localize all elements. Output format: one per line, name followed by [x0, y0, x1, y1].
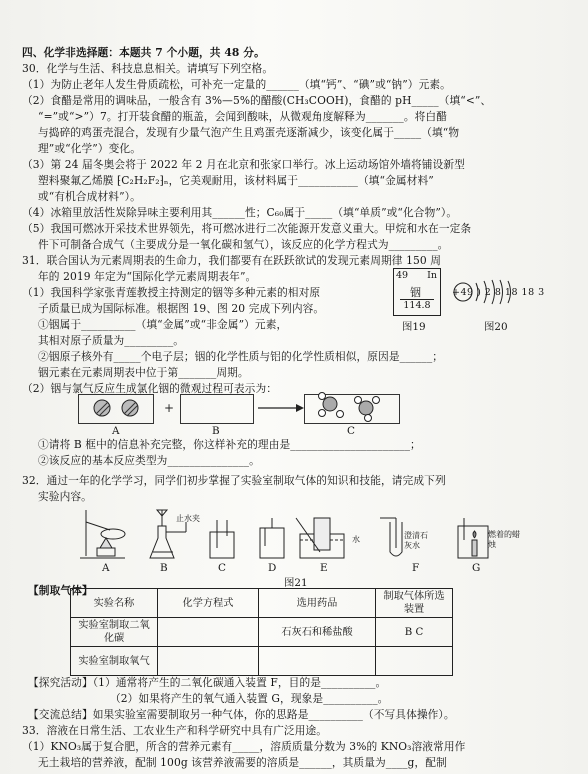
q30-intro: 30．化学与生活、科技息息相关。请填写下列空格。	[22, 62, 274, 75]
q30-part1: （1）为防止老年人发生骨质疏松，可补充一定量的______（填“钙”、“碘”或“钠”）元素。	[22, 78, 451, 91]
q30-part5-line1: （5）我国可燃冰开采技术世界领先，将可燃冰进行二次能源开发意义重大。甲烷和水在一定条	[22, 222, 472, 235]
table-cell: 实验室制取氧气	[71, 647, 158, 676]
atom-structure-diagram	[454, 280, 511, 304]
apparatus-g	[458, 518, 488, 558]
apparatus-label-g: G	[472, 562, 481, 574]
q31-part1-line2: 子质量已成为国际标准。根据图 19、图 20 完成下列内容。	[38, 302, 325, 315]
label-a: A	[112, 425, 120, 437]
apparatus-label-f: F	[412, 562, 420, 574]
q30-part5-line2: 件下可制备合成气（主要成分是一氧化碳和氢气），该反应的化学方程式为_________。	[38, 238, 449, 251]
q30-part3-line1: （3）第 24 届冬奥会将于 2022 年 2 月在北京和张家口举行。冰上运动场馆外墙将铺设新型	[22, 158, 465, 171]
q33-intro: 33．溶液在日常生活、工农业生产和科学研究中具有广泛用途。	[22, 724, 328, 737]
table-header: 实验名称	[71, 589, 158, 618]
atomic-mass: 114.8	[400, 299, 434, 311]
q30-part2-line2: “=”或“>”）7。打开装食醋的瓶盖，会闻到酸味，从微观角度解释为_______。将白醋	[38, 110, 447, 123]
table-cell: B C	[376, 618, 453, 647]
q30-part2-line1: （2）食醋是常用的调味品，一般含有 3%—5%的醋酸(CH₃COOH)，食醋的 pH_____（填“<”、	[22, 94, 492, 107]
q30-part3-line3: 或“有机合成材料”）。	[38, 190, 141, 203]
element-symbol: In	[427, 270, 437, 281]
fig21-caption: 图21	[284, 577, 308, 589]
fig19-caption: 图19	[402, 321, 426, 333]
explore-line1: 【探究活动】（1）通常将产生的二氧化碳通入装置 F，目的是__________。	[28, 676, 387, 689]
q31-part2: （2）铟与氯气反应生成氯化铟的微观过程可表示为：	[22, 382, 278, 395]
apparatus-b	[150, 510, 186, 558]
apparatus-d	[260, 518, 284, 558]
apparatus-c	[210, 520, 234, 558]
box-a-particles	[94, 400, 138, 416]
table-header: 化学方程式	[158, 589, 259, 618]
make-gas-heading: 【制取气体】	[28, 584, 93, 597]
q31-part1-line5: ②铟原子核外有_____个电子层；铟的化学性质与铝的化学性质相似，原因是______；	[38, 350, 444, 363]
q31-part2-line2: ②该反应的基本反应类型为_______________。	[38, 454, 260, 467]
clip-tag: 止水夹	[176, 514, 200, 523]
table-cell: 石灰石和稀盐酸	[259, 618, 376, 647]
apparatus-label-e: E	[320, 562, 328, 574]
electron-shells: +49 ) 2 8 18 18 3	[452, 287, 545, 298]
apparatus-f	[380, 518, 402, 556]
summary-line: 【交流总结】如果实验室需要制取另一种气体，你的思路是__________（不写具体操作）。	[28, 708, 455, 721]
table-header: 制取气体所选装置	[376, 589, 453, 618]
q30-part4: （4）冰箱里放活性炭除异味主要利用其______性；C₆₀属于_____（填“单质”或“化合物”）。	[22, 206, 458, 219]
label-c: C	[347, 425, 355, 437]
q32-intro-line2: 实验内容。	[38, 490, 92, 503]
table-header: 选用药品	[259, 589, 376, 618]
section-title: 四、化学非选择题：本题共 7 个小题，共 48 分。	[22, 46, 265, 59]
apparatus-a	[80, 510, 125, 558]
apparatus-label-c: C	[218, 562, 226, 574]
atomic-number: 49	[396, 270, 409, 281]
label-b: B	[212, 425, 220, 437]
q33-part1-line2: 无土栽培的营养液，配制 100g 该营养液需要的溶质是______，其质量为____g，配制	[38, 756, 447, 769]
apparatus-label-b: B	[160, 562, 168, 574]
q30-part2-line4: 理”或“化学”）变化。	[38, 142, 141, 155]
table-cell: 实验室制取二氧化碳	[71, 618, 158, 647]
q31-part1-line3: ①铟属于__________（填“金属”或“非金属”）元素，	[38, 318, 288, 331]
q31-part1-line4: 其相对原子质量为_________。	[38, 334, 185, 347]
fig20-caption: 图20	[484, 321, 508, 333]
candle-tag: 燃着的蜡烛	[488, 530, 520, 549]
apparatus-label-d: D	[268, 562, 277, 574]
q31-intro-line1: 31．联合国认为元素周期表的生命力，我们都要有在跃跃欲试的发现元素周期律 150 周	[22, 254, 442, 267]
box-c-particles	[319, 393, 380, 422]
reaction-arrow	[258, 404, 304, 412]
plus-sign: +	[164, 401, 175, 415]
q31-part1-line1: （1）我国科学家张青莲教授主持测定的铟等多种元素的相对原	[22, 286, 321, 299]
water-tag: 水	[352, 535, 360, 544]
explore-line2: （2）如果将产生的氧气通入装置 G，现象是__________。	[110, 692, 389, 705]
q30-part2-line3: 与捣碎的鸡蛋壳混合，发现有少量气泡产生且鸡蛋壳逐渐减少，该变化属于_____（填“物	[38, 126, 460, 139]
q30-part3-line2: 塑料聚氟乙烯膜 ⁅C₂H₂F₂⁆ₙ，它美观耐用，该材料属于___________（填“金属材料”	[38, 174, 434, 187]
q31-intro-line2: 年的 2019 年定为“国际化学元素周期表年”。	[38, 270, 257, 283]
q32-intro-line1: 32．通过一年的化学学习，同学们初步掌握了实验室制取气体的知识和技能，请完成下列	[22, 474, 446, 487]
q33-part1-line1: （1）KNO₃属于复合肥，所含的营养元素有_____，溶质质量分数为 3%的 KNO₃溶液常用作	[22, 740, 466, 753]
apparatus-label-a: A	[102, 562, 110, 574]
q31-part2-line1: ①请将 B 框中的信息补充完整，你这样补充的理由是______________________；	[38, 438, 421, 451]
q31-part1-line6: 铟元素在元素周期表中位于第_______周期。	[38, 366, 249, 379]
element-name: 铟	[410, 286, 421, 299]
lime-water-tag: 澄清石灰水	[404, 531, 428, 550]
apparatus-e	[296, 518, 344, 558]
